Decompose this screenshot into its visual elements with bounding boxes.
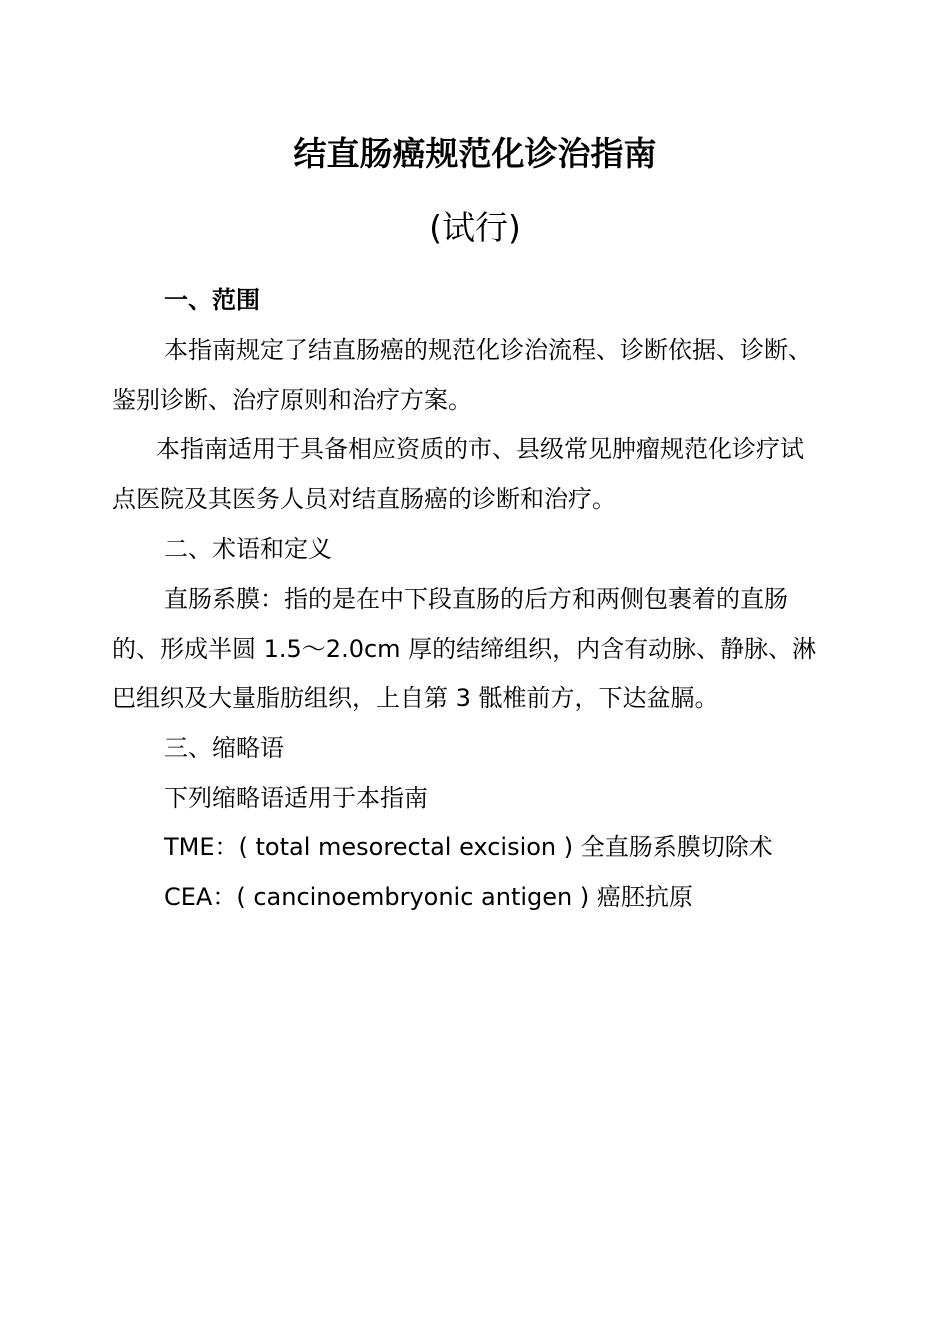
abbreviations-intro: 下列缩略语适用于本指南 xyxy=(164,784,428,812)
document-subtitle: (试行) xyxy=(429,208,521,247)
paragraph-line: 本指南规定了结直肠癌的规范化诊治流程、诊断依据、诊断、 xyxy=(164,336,812,364)
paragraph-line: 直肠系膜：指的是在中下段直肠的后方和两侧包裹着的直肠 xyxy=(164,585,788,613)
paragraph-line: 本指南适用于具备相应资质的市、县级常见肿瘤规范化诊疗试 xyxy=(156,435,804,463)
paragraph-line: 点医院及其医务人员对结直肠癌的诊断和治疗。 xyxy=(112,485,616,513)
section-heading-terms: 二、术语和定义 xyxy=(164,535,332,563)
paragraph-line: 鉴别诊断、治疗原则和治疗方案。 xyxy=(112,386,472,414)
abbreviation-item-cea: CEA：( cancinoembryonic antigen ) 癌胚抗原 xyxy=(164,883,693,911)
section-heading-abbreviations: 三、缩略语 xyxy=(164,734,284,762)
paragraph-line: 巴组织及大量脂肪组织，上自第 3 骶椎前方，下达盆膈。 xyxy=(112,684,719,712)
abbreviation-item-tme: TME：( total mesorectal excision ) 全直肠系膜切除术 xyxy=(164,833,773,861)
document-title: 结直肠癌规范化诊治指南 xyxy=(293,134,657,173)
section-heading-scope: 一、范围 xyxy=(164,286,260,314)
paragraph-line: 的、形成半圆 1.5～2.0cm 厚的结缔组织，内含有动脉、静脉、淋 xyxy=(112,635,817,663)
